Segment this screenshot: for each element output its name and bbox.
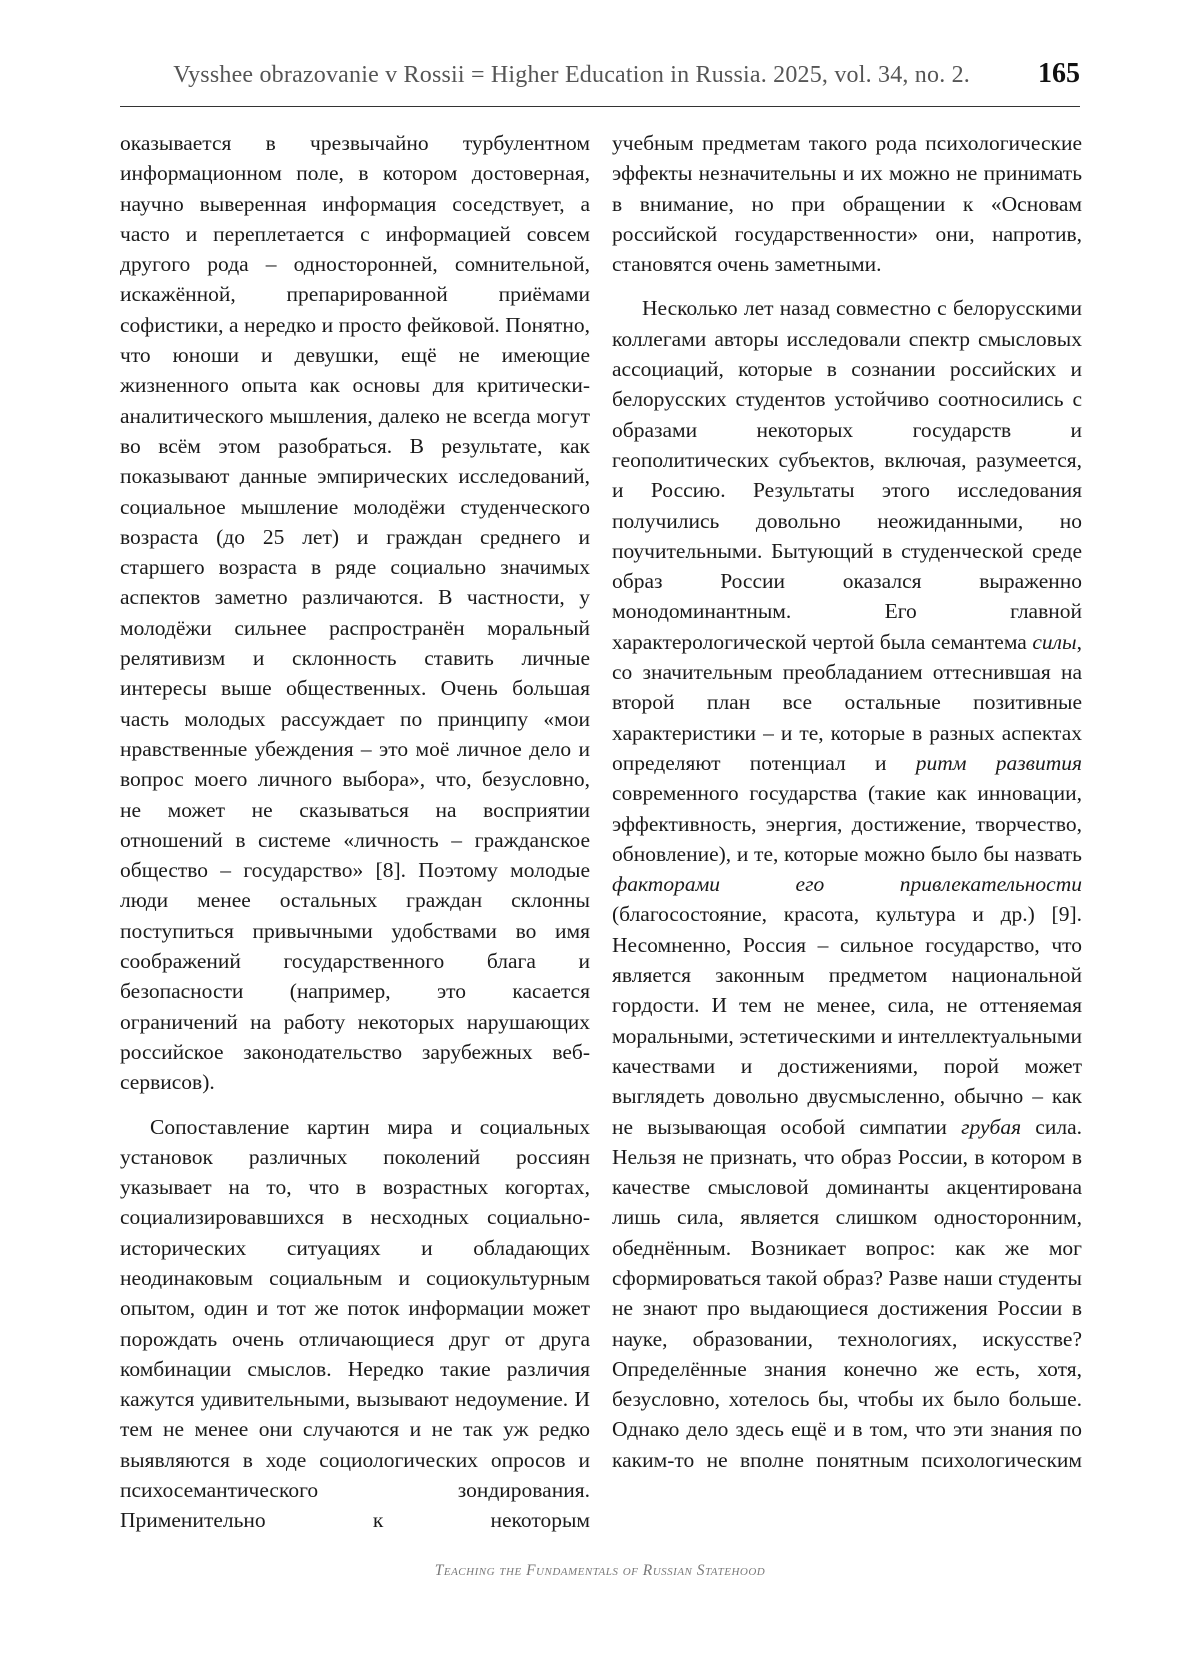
emphasis-grubaya: грубая — [961, 1114, 1022, 1139]
right-paragraph-1: учебным предметам такого рода психологические эффекты незначительны и их можно не принимать в внимание, но при обращении к «Основам российской государственности» они, напротив, становятся очень заметными. — [612, 131, 1082, 277]
page-header — [120, 56, 1080, 107]
right-column — [612, 128, 1082, 1475]
emphasis-ritm-razvitiya: ритм развития — [915, 750, 1082, 775]
text-run: Несколько лет назад совместно с белорусскими коллегами авторы исследовали спектр смысловых ассоциаций, которые в сознании российских и белорусских студентов устойчиво соотносились с образами некоторых государств и геополитических субъектов, включая, разумеется, и Россию. Результаты этого исследования получились довольно неожиданными, но поучительными. Бытующий в студенческой среде образ России оказался выраженно монодоминантным. Его главной характерологической чертой была семантема — [612, 296, 1082, 654]
emphasis-faktory-privlekatelnosti: факторами его привлекательности — [612, 872, 1082, 897]
page-number: 165 — [1038, 58, 1080, 89]
running-footer: Teaching the Fundamentals of Russian Statehood — [434, 1562, 766, 1579]
right-paragraph-2 — [612, 293, 1082, 1475]
text-run: , со значительным преобладанием оттеснившая на второй план все остальные позитивные характеристики – и те, которые в разных аспектах определяют потенциал и — [612, 629, 1082, 775]
left-paragraph-1: оказывается в чрезвычайно турбулентном информационном поле, в котором достоверная, научно выверенная информация соседствует, а часто и переплетается с информацией совсем другого рода – односторонней, сомнительной, искажённой, препарированной приёмами софистики, а нередко и просто фейковой. Понятно, что юноши и девушки, ещё не имеющие жизненного опыта как основы для критически-аналитического мышления, далеко не всегда могут во всём этом разобраться. В результате, как показывают данные эмпирических исследований, социальное мышление молодёжи студенческого возраста (до 25 лет) и граждан среднего и старшего возраста в ряде социально значимых аспектов заметно различаются. В частности, у молодёжи сильнее распространён моральный релятивизм и склонность ставить личные интересы выше общественных. Очень большая часть молодых рассуждает по принципу «мои нравственные убеждения – это моё личное дело и вопрос моего личного выбора», что, безусловно, не может не сказываться на восприятии отношений в системе «личность – гражданское общество – государство» [8]. Поэтому молодые люди менее остальных граждан склонны поступиться привычными удобствами во имя соображений государственного блага и безопасности (например, это касается ограничений на работу некоторых нарушающих российское законодательство зарубежных веб-сервисов). — [120, 131, 590, 1095]
left-column — [120, 128, 590, 1536]
text-run: современного государства (такие как инновации, эффективность, энергия, достижение, творчество, обновление), и те, которые можно было бы назвать — [612, 781, 1082, 866]
text-run: сила. Нельзя не признать, что образ России, в котором в качестве смысловой доминанты акцентирована лишь сила, является слишком односторонним, обеднённым. Возникает вопрос: как же мог сформироваться такой образ? Разве наши студенты не знают про выдающиеся достижения России в науке, образовании, технологиях, искусстве? Определённые знания конечно же есть, хотя, безусловно, хотелось бы, чтобы их было больше. Однако дело здесь ещё и в том, что эти знания по каким-то не вполне понятным психологическим — [612, 1114, 1082, 1472]
text-run: (благосостояние, красота, культура и др.) [9]. Несомненно, Россия – сильное государство, что является законным предметом национальной гордости. И тем не менее, сила, не оттеняемая моральными, эстетическими и интеллектуальными качествами и достижениями, порой может выглядеть довольно двусмысленно, обычно – как не вызывающая особой симпатии — [612, 902, 1082, 1139]
left-paragraph-2: Сопоставление картин мира и социальных установок различных поколений россиян указывает на то, что в возрастных когортах, социализировавшихся в несходных социально-исторических ситуациях и обладающих неодинаковым социальным и социокультурным опытом, один и тот же поток информации может порождать очень отличающиеся друг от друга комбинации смыслов. Нередко такие различия кажутся удивительными, вызывают недоумение. И тем не менее они случаются и не так уж редко выявляются в ходе социологических опросов и психосемантического зондирования. Применительно к некоторым — [120, 1114, 590, 1533]
emphasis-sila: силы — [1032, 629, 1077, 654]
journal-title: Vysshee obrazovanie v Rossii = Higher Education in Russia. 2025, vol. 34, no. 2. — [173, 62, 970, 88]
